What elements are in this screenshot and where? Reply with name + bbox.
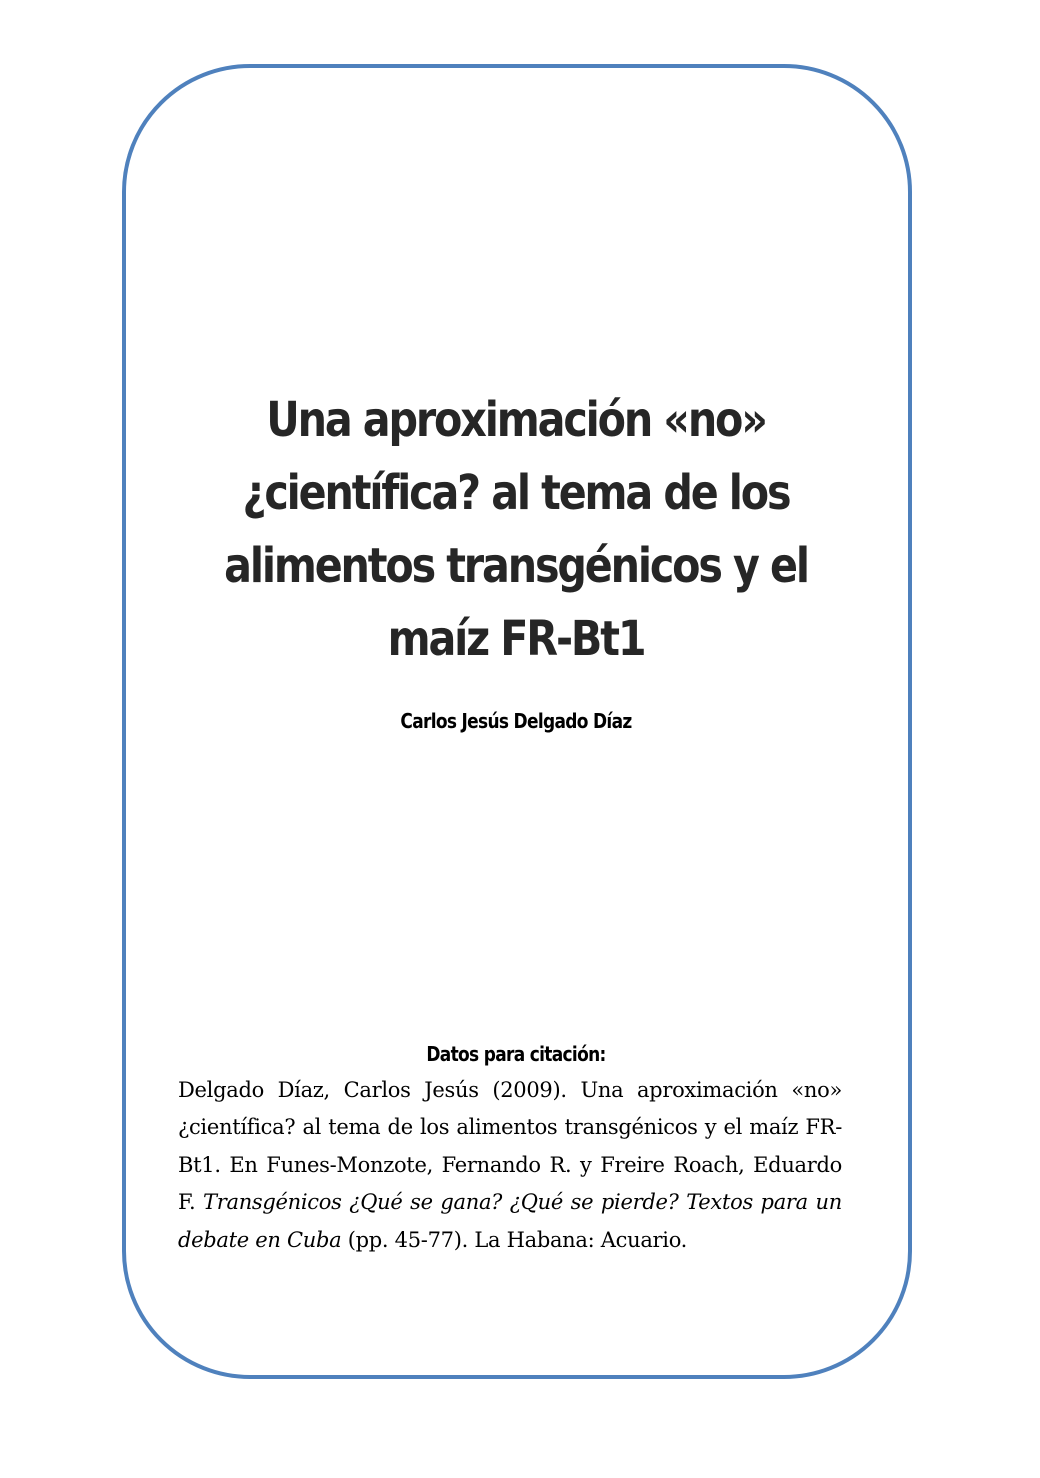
title-line-3: alimentos transgénicos y el: [224, 538, 808, 594]
title-line-2: ¿científica? al tema de los: [242, 465, 790, 521]
author-name: Carlos Jesús Delgado Díaz: [400, 709, 632, 733]
citation-heading: Datos para citación:: [426, 1042, 606, 1066]
citation-text-part-2: (pp. 45-77). La Habana: Acuario.: [341, 1227, 688, 1252]
title-line-1: Una aproximación «no»: [266, 392, 766, 448]
citation-text-part-1: Delgado Díaz, Carlos Jesús (2009). Una aproximación «no» ¿científica? al tema de los alimentos transgénicos y el maíz FR-Bt1. En Funes-Monzote, Fernando R. y Freire Roach, Eduardo F.: [178, 1078, 842, 1215]
citation-book-title: Transgénicos ¿Qué se gana? ¿Qué se pierde? Textos para un debate en Cuba: [178, 1190, 842, 1252]
title-line-4: maíz FR-Bt1: [387, 611, 645, 667]
citation-text: [178, 1072, 842, 1259]
document-title: [201, 384, 831, 676]
